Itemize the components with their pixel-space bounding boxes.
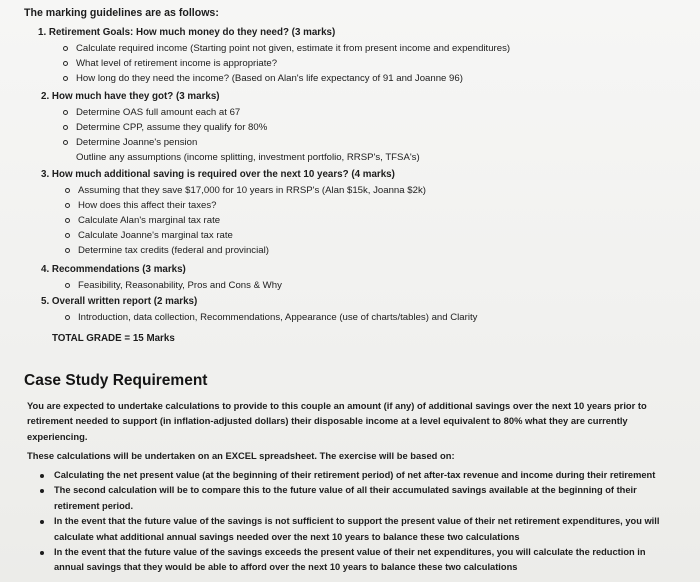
list-item: Calculate Joanne's marginal tax rate <box>62 228 426 243</box>
section-heading: 5. Overall written report (2 marks) <box>41 296 198 307</box>
list-item <box>38 468 678 483</box>
bullet-text: Calculating the net present value (at the beginning of their retirement period) of net after-tax revenue and income during their retirement <box>54 470 656 480</box>
bullet-list <box>60 105 420 150</box>
list-item <box>38 483 678 514</box>
emphasis-text: exceeds <box>264 547 302 558</box>
list-item <box>38 514 678 545</box>
case-study-bullets <box>38 468 678 576</box>
marking-guidelines-intro: The marking guidelines are as follows: <box>24 7 219 19</box>
section-heading: 2. How much have they got? (3 marks) <box>41 91 220 102</box>
list-item: Assuming that they save $17,000 for 10 years in RRSP's (Alan $15k, Joanna $2k) <box>62 183 426 198</box>
section-retirement-goals <box>38 25 510 86</box>
list-item: Feasibility, Reasonability, Pros and Cons & Why <box>62 278 282 293</box>
section-written-report <box>41 294 477 325</box>
list-item: How long do they need the income? (Based on Alan's life expectancy of 91 and Joanne 96) <box>60 71 510 86</box>
section-recommendations <box>41 262 282 293</box>
bullet-list <box>62 278 282 293</box>
list-item: How does this affect their taxes? <box>62 198 426 213</box>
bullet-list <box>60 41 510 86</box>
case-study-paragraph: You are expected to undertake calculations to provide to this couple an amount (if any) of additional savings over the next 10 years prior to retirement needed to support (in inflation-adjusted dollars) their disposable income at a level equivalent to 80% what they are currently experiencing. <box>27 400 647 442</box>
bullet-list <box>62 183 426 258</box>
bullet-text: The second calculation will be to compare this to the future value of all their accumulated savings available at the beginning of their retirement period. <box>54 485 637 511</box>
emphasis-text: is not sufficient <box>264 516 334 527</box>
list-item <box>38 545 678 576</box>
bullet-text: the present value of their net expenditures, you will calculate the reduction in annual savings that they would be able to afford over the next 10 years to balance these two calculations <box>54 547 646 573</box>
section-how-much-have-they-got <box>41 89 420 165</box>
section-heading: 4. Recommendations (3 marks) <box>41 264 186 275</box>
list-item: What level of retirement income is appropriate? <box>60 56 510 71</box>
list-item: Introduction, data collection, Recommendations, Appearance (use of charts/tables) and Clarity <box>62 310 477 325</box>
bullet-list <box>62 310 477 325</box>
section-additional-saving <box>41 167 426 258</box>
list-item: Determine Joanne's pension <box>60 135 420 150</box>
bullet-text: In the event that the future value of the savings <box>54 547 265 558</box>
list-item: Determine OAS full amount each at 67 <box>60 105 420 120</box>
section-heading: 3. How much additional saving is required over the next 10 years? (4 marks) <box>41 169 395 180</box>
list-item: Calculate required income (Starting point not given, estimate it from present income and expenditures) <box>60 41 510 56</box>
assumptions-note: Outline any assumptions (income splitting, investment portfolio, RRSP's, TFSA's) <box>76 151 420 163</box>
bullet-text: to support the present value of their net retirement expenditures, you will calculate what additional annual savings needed over the next 10 years to balance these two calculations <box>54 516 660 542</box>
total-grade: TOTAL GRADE = 15 Marks <box>52 333 175 344</box>
list-item: Determine CPP, assume they qualify for 80% <box>60 120 420 135</box>
case-study-intro: These calculations will be undertaken on an EXCEL spreadsheet. The exercise will be based on: <box>27 450 455 461</box>
bullet-text: In the event that the future value of the savings <box>54 516 265 527</box>
list-item: Determine tax credits (federal and provincial) <box>62 243 426 258</box>
case-study-title: Case Study Requirement <box>24 372 208 389</box>
section-heading: 1. Retirement Goals: How much money do they need? (3 marks) <box>38 27 336 38</box>
list-item: Calculate Alan's marginal tax rate <box>62 213 426 228</box>
